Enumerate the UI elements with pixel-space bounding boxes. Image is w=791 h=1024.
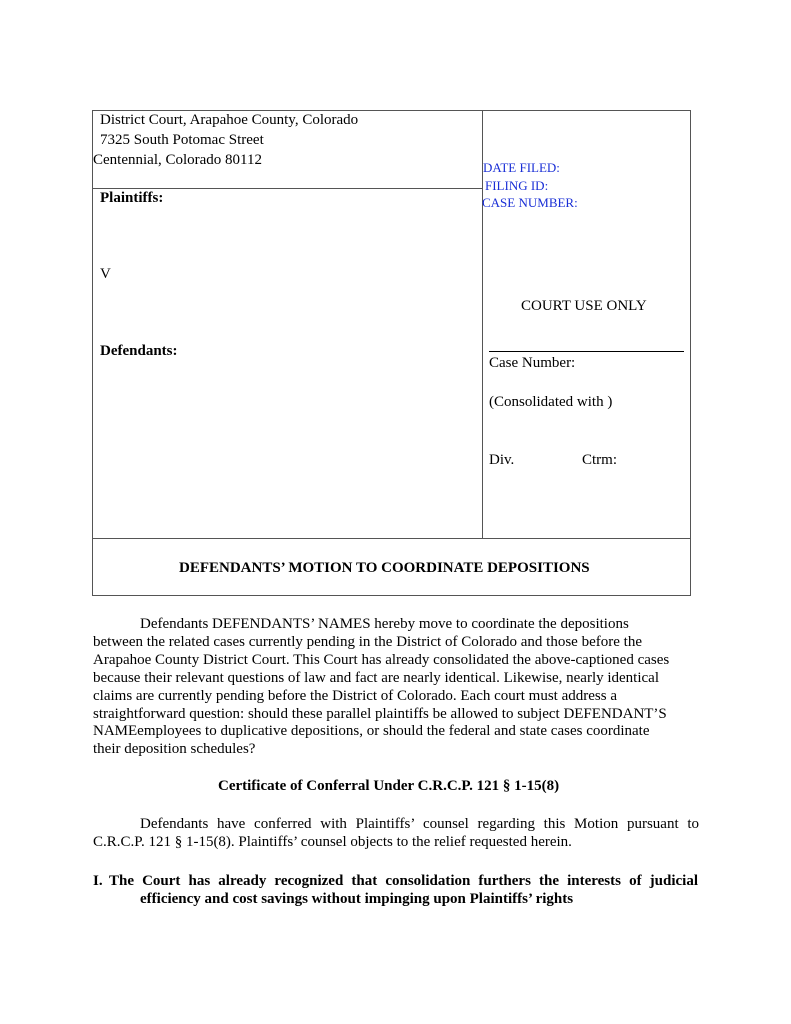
intro-line-2: between the related cases currently pending in the District of Colorado and those before the <box>93 634 642 650</box>
date-filed-stamp: DATE FILED: <box>483 160 560 175</box>
courtroom-label: Ctrm: <box>582 452 618 468</box>
intro-line-4: because their relevant questions of law and fact are nearly identical. Likewise, nearly identical <box>93 670 660 686</box>
caption-divider-court <box>92 188 483 189</box>
motion-title: DEFENDANTS’ MOTION TO COORDINATE DEPOSITIONS <box>179 560 590 576</box>
court-street: 7325 South Potomac Street <box>100 132 264 148</box>
intro-line-7: NAMEemployees to duplicative depositions, or should the federal and state cases coordinate <box>93 723 650 739</box>
court-city: Centennial, Colorado 80112 <box>93 152 262 168</box>
section-one-heading-line-2: efficiency and cost savings without impinging upon Plaintiffs’ rights <box>140 891 574 907</box>
plaintiffs-label: Plaintiffs: <box>100 190 164 206</box>
intro-line-3: Arapahoe County District Court. This Court has already consolidated the above-captioned cases <box>93 652 670 668</box>
filing-id-stamp: FILING ID: <box>485 178 549 193</box>
certificate-paragraph: Defendants have conferred with Plaintiffs’ counsel regarding this Motion pursuant to C.R.C.P. 121 § 1-15(8). Plaintiffs’ counsel objects to the relief requested herein. <box>93 816 699 850</box>
section-one-number: I. <box>93 873 103 889</box>
case-number-stamp: CASE NUMBER: <box>482 195 578 210</box>
section-one-heading-line-1: The Court has already recognized that consolidation furthers the interests of judicial <box>109 873 698 889</box>
caption-box <box>92 110 691 596</box>
court-name: District Court, Arapahoe County, Colorado <box>100 112 359 128</box>
case-number-label: Case Number: <box>489 355 576 371</box>
court-use-rule <box>489 351 684 352</box>
division-label: Div. <box>489 452 515 468</box>
defendants-label: Defendants: <box>100 343 178 359</box>
intro-line-8: their deposition schedules? <box>93 741 256 757</box>
caption-divider-title <box>92 538 691 539</box>
court-use-only: COURT USE ONLY <box>521 298 647 314</box>
intro-line-5: claims are currently pending before the District of Colorado. Each court must address a <box>93 688 617 704</box>
versus-label: V <box>100 266 111 282</box>
intro-line-6: straightforward question: should these parallel plaintiffs be allowed to subject DEFENDANT’S <box>93 706 667 722</box>
intro-line-1: Defendants DEFENDANTS’ NAMES hereby move to coordinate the depositions <box>140 616 629 632</box>
certificate-heading: Certificate of Conferral Under C.R.C.P. 121 § 1-15(8) <box>218 778 560 794</box>
consolidated-label: (Consolidated with ) <box>489 394 613 410</box>
